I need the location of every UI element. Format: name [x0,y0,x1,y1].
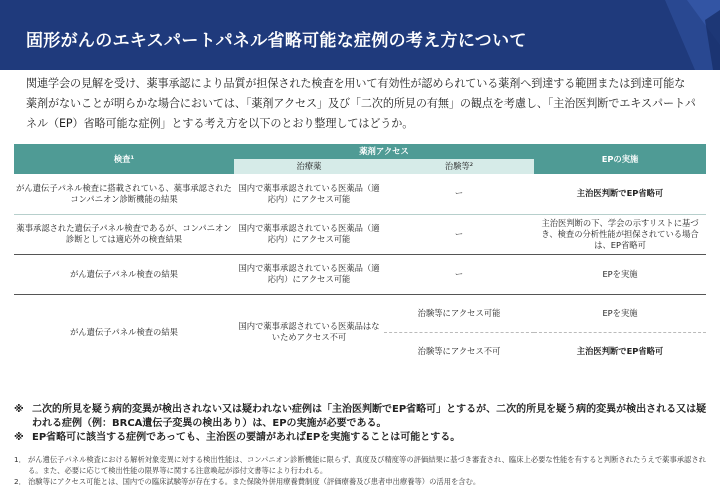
footnotes [14,454,714,487]
table-row [14,214,706,254]
note-text: 二次的所見を疑う病的変異が検出されない又は疑われない症例は「主治医判断でEP省略可」とするが、二次的所見を疑う病的変異が検出される又は疑われる症例（例：BRCA遺伝子変異の検出あり）は、EPの実施が必要である。 [32,404,707,429]
ep-criteria-table [14,144,706,370]
header-drug-access: 薬剤アクセス [234,144,534,159]
cell-test: がん遺伝子パネル検査に搭載されている、薬事承認されたコンパニオン診断機能の結果 [16,182,232,204]
note-mark: ※ [14,404,24,415]
note-text: EP省略可に該当する症例であっても、主治医の要請があればEPを実施することは可能とする。 [32,432,461,443]
table-row [14,174,706,214]
cell-trial: ー [384,254,534,294]
notes [14,403,710,445]
cell-ep: 主治医判断でEP省略可 [534,332,706,370]
cell-ep: 主治医判断でEP省略可 [576,188,664,199]
header-trial: 治験等² [384,159,534,174]
cell-trial: ー [384,214,534,254]
header-ep: EPの実施 [534,144,706,174]
footnote-mark: 1． [14,455,26,464]
footnote-mark: 2． [14,477,26,486]
cell-trial: ー [454,188,464,199]
cell-ep: 主治医判断の下、学会の示すリストに基づき、検査の分析性能が担保されている場合は、EP省略可 [534,214,706,254]
cell-ep: EPを実施 [534,294,706,332]
cell-ep: EPを実施 [534,254,706,294]
title-banner [0,0,720,70]
cell-trial: 治験等にアクセス可能 [384,294,534,332]
cell-test: 薬事承認された遺伝子パネル検査であるが、コンパニオン診断としては適応外の検査結果 [14,214,234,254]
cell-drug: 国内で薬事承認されている医薬品（適応内）にアクセス可能 [238,182,380,204]
cell-drug: 国内で薬事承認されている医薬品（適応内）にアクセス可能 [234,214,384,254]
footnote-text: がん遺伝子パネル検査における解析対象変異に対する検出性能は、コンパニオン診断機能に限らず、真度及び精度等の評価結果に基づき審査され、臨床上必要な性能を有すると判断されたうえで薬事承認される。また、必要に応じて検出性能の限界等に関する注意喚起が添付文書等により行われる。 [28,455,706,475]
note-item [14,431,710,445]
note-item [14,403,710,431]
header-test: 検査¹ [14,144,234,174]
cell-test: がん遺伝子パネル検査の結果 [14,294,234,370]
table-row [14,254,706,294]
cell-test: がん遺伝子パネル検査の結果 [14,254,234,294]
footnote-item [14,454,714,476]
note-mark: ※ [14,432,24,443]
intro-text: 関連学会の見解を受け、薬事承認により品質が担保された検査を用いて有効性が認められている薬剤へ到達する範囲または到達可能な薬剤がないことが明らかな場合においては、「薬剤アクセス」及び「二次的所見の有無」の観点を考慮し、「主治医判断でエキスパートパネル（EP）省略可能な症例」とする考え方を以下のとおり整理してはどうか。 [26,77,696,130]
cell-drug: 国内で薬事承認されている医薬品はないためアクセス不可 [234,294,384,370]
corner-decoration-icon [625,0,720,70]
page-title: 固形がんのエキスパートパネル省略可能な症例の考え方について [26,31,527,51]
cell-trial: 治験等にアクセス不可 [384,332,534,370]
footnote-item [14,476,714,487]
table-row [14,294,706,332]
cell-drug: 国内で薬事承認されている医薬品（適応内）にアクセス可能 [234,254,384,294]
footnote-text: 治験等にアクセス可能とは、国内での臨床試験等が存在する。また保険外併用療養費制度（評価療養及び患者申出療養等）の活用を含む。 [28,477,481,486]
header-approved-drug: 治療薬 [234,159,384,174]
